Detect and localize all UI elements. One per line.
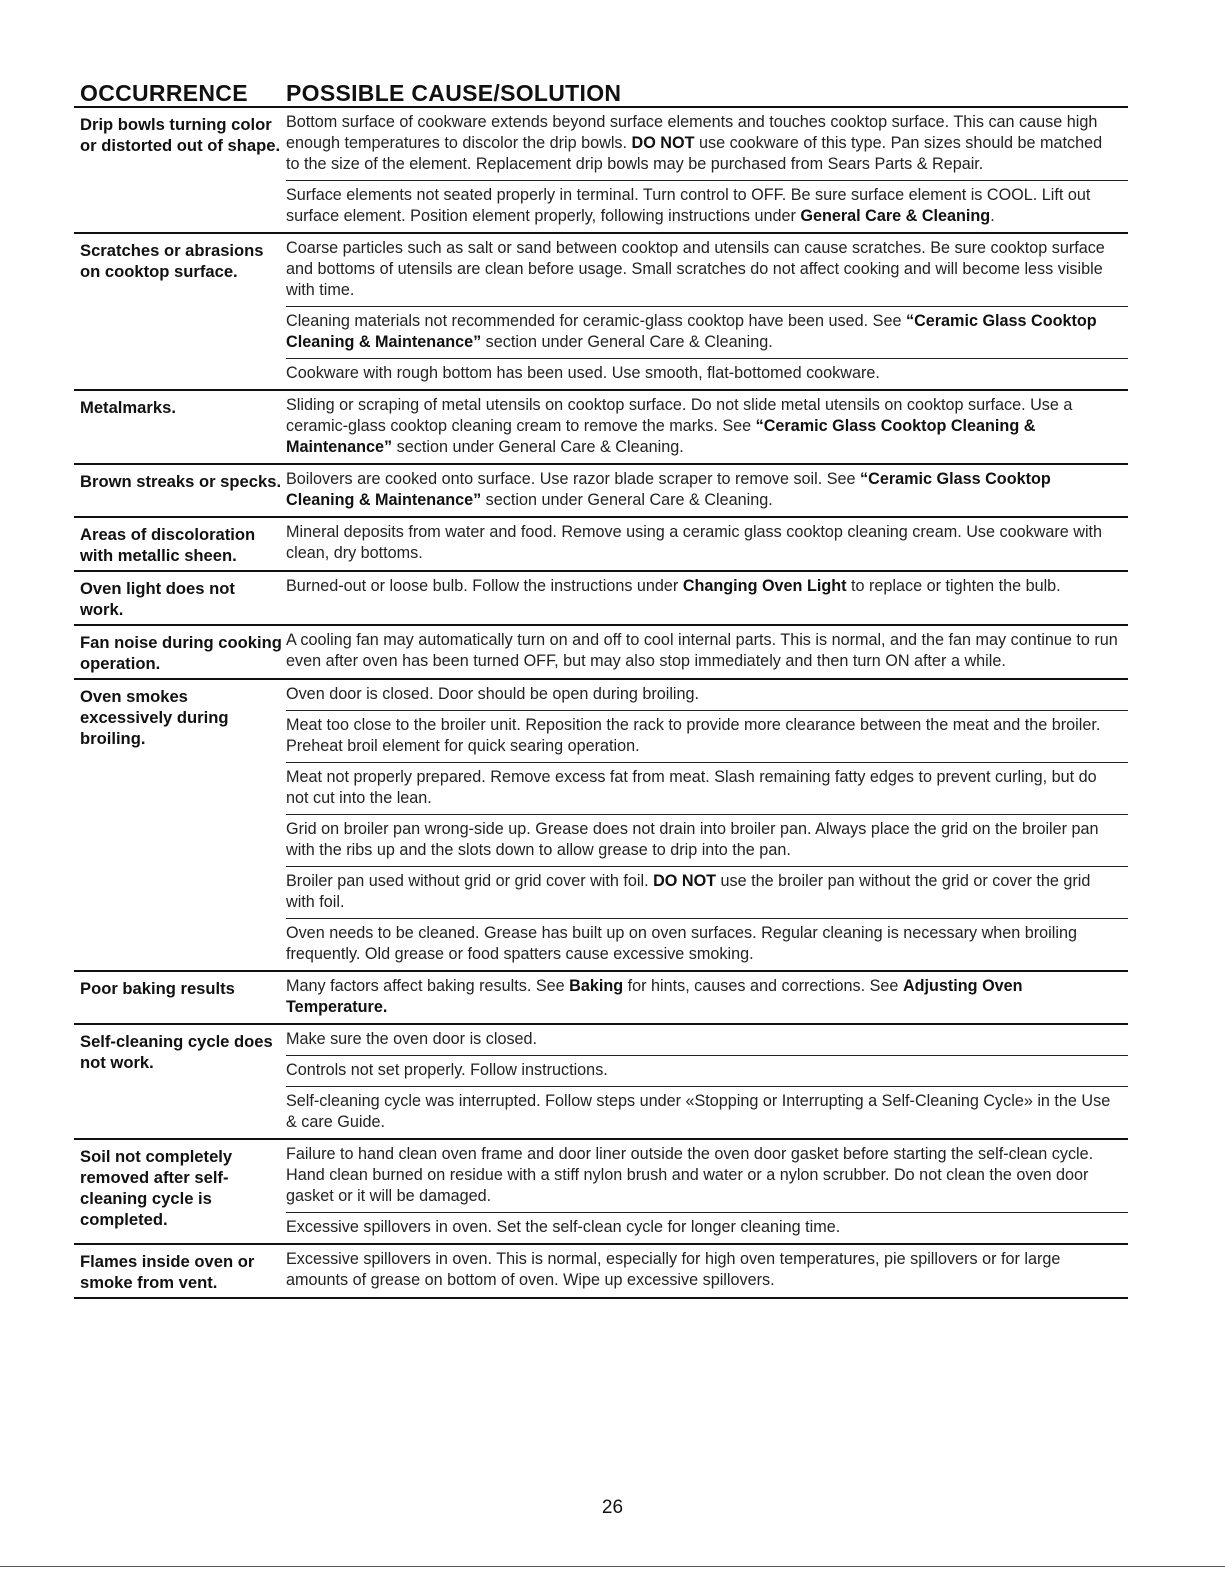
occurrence-cell: Fan noise during cooking operation. <box>80 633 282 673</box>
solution-paragraph <box>286 1212 1128 1243</box>
solutions-cell <box>286 626 1128 678</box>
solution-text: Coarse particles such as salt or sand between cooktop and utensils can cause scratches. Be sure cooktop surface and bottoms of utensils are clean before usage. Small scratches do not affect cooking and will become less visible with time. <box>286 239 1105 299</box>
solution-paragraph <box>286 972 1128 1023</box>
occurrence-cell: Drip bowls turning color or distorted out of shape. <box>80 115 281 155</box>
table-row <box>74 626 1128 680</box>
solution-text: section under General Care & Cleaning. <box>481 333 773 351</box>
solutions-cell <box>286 391 1128 463</box>
solution-paragraph <box>286 180 1128 232</box>
solution-paragraph <box>286 234 1128 306</box>
solutions-cell <box>286 1140 1128 1243</box>
solution-paragraph <box>286 710 1128 762</box>
solution-text: use cookware of this type. Pan sizes should be matched to the size of the element. Replacement drip bowls may be purchased from Sears Parts & Repair. <box>286 134 1103 173</box>
solutions-cell <box>286 1025 1128 1138</box>
solution-text: Meat too close to the broiler unit. Reposition the rack to provide more clearance between the meat and the broiler. Preheat broil element for quick searing operation. <box>286 716 1101 755</box>
page-number: 26 <box>601 1497 624 1518</box>
occurrence-cell: Flames inside oven or smoke from vent. <box>80 1252 255 1292</box>
emphasis-text: Baking <box>569 977 624 995</box>
solution-paragraph <box>286 391 1128 463</box>
table-row <box>74 1245 1128 1299</box>
solution-paragraph <box>286 762 1128 814</box>
solution-paragraph <box>286 866 1128 918</box>
solution-text: Failure to hand clean oven frame and door liner outside the oven door gasket before starting the self-clean cycle. Hand clean burned on residue with a stiff nylon brush and water or a nylon scrubber. Do not clean the oven door gasket or it will be damaged. <box>286 1145 1094 1205</box>
solution-text: Controls not set properly. Follow instructions. <box>286 1061 608 1079</box>
troubleshooting-table <box>74 72 1128 1299</box>
table-header <box>74 72 1128 108</box>
occurrence-cell: Soil not completely removed after self-cleaning cycle is completed. <box>80 1147 233 1229</box>
occurrence-cell: Metalmarks. <box>80 398 176 417</box>
solution-paragraph <box>286 572 1128 602</box>
solution-text: Excessive spillovers in oven. Set the self-clean cycle for longer cleaning time. <box>286 1218 841 1236</box>
page-edge-divider <box>0 1566 1225 1567</box>
emphasis-text: DO NOT <box>631 134 695 152</box>
occurrence-cell: Scratches or abrasions on cooktop surface. <box>80 241 264 281</box>
solution-paragraph <box>286 680 1128 710</box>
solution-text: Oven needs to be cleaned. Grease has built up on oven surfaces. Regular cleaning is necessary when broiling frequently. Old grease or food spatters cause excessive smoking. <box>286 924 1077 963</box>
table-row <box>74 234 1128 391</box>
solution-text: use the broiler pan without the grid or cover the grid with foil. <box>286 872 1091 911</box>
solution-text: A cooling fan may automatically turn on and off to cool internal parts. This is normal, and the fan may continue to run even after oven has been turned OFF, but may also stop immediately and then turn ON after a while. <box>286 631 1118 670</box>
solution-text: Sliding or scraping of metal utensils on cooktop surface. Do not slide metal utensils on cooktop surface. Use a ceramic-glass cooktop cleaning cream to remove the marks. See <box>286 396 1073 435</box>
table-row <box>74 518 1128 572</box>
solution-text: . <box>990 207 995 225</box>
table-row <box>74 1025 1128 1140</box>
solution-paragraph <box>286 358 1128 389</box>
solution-text: section under General Care & Cleaning. <box>481 491 773 509</box>
emphasis-text: Changing Oven Light <box>682 577 847 595</box>
table-row <box>74 108 1128 234</box>
solution-text: for hints, causes and corrections. See <box>623 977 903 995</box>
occurrence-heading: OCCURRENCE <box>80 80 248 106</box>
solution-text: Meat not properly prepared. Remove excess fat from meat. Slash remaining fatty edges to prevent curling, but do not cut into the lean. <box>286 768 1097 807</box>
emphasis-text: “Ceramic Glass Cooktop Cleaning & Maintenance” <box>286 417 1036 456</box>
solution-text: section under General Care & Cleaning. <box>392 438 684 456</box>
solution-paragraph <box>286 1245 1128 1296</box>
solution-paragraph <box>286 518 1128 569</box>
cause-solution-heading: POSSIBLE CAUSE/SOLUTION <box>286 80 622 106</box>
solution-text: Surface elements not seated properly in terminal. Turn control to OFF. Be sure surface element is COOL. Lift out surface element. Position element properly, following instructions under <box>286 186 1091 225</box>
solution-text: Make sure the oven door is closed. <box>286 1030 538 1048</box>
occurrence-cell: Poor baking results <box>80 979 235 998</box>
solution-text: Many factors affect baking results. See <box>286 977 570 995</box>
solution-text: to replace or tighten the bulb. <box>846 577 1061 595</box>
solution-text: Oven door is closed. Door should be open during broiling. <box>286 685 700 703</box>
solutions-cell <box>286 518 1128 570</box>
solutions-cell <box>286 465 1128 516</box>
table-body <box>74 108 1128 1299</box>
solutions-cell <box>286 108 1128 232</box>
table-row <box>74 391 1128 465</box>
emphasis-text: “Ceramic Glass Cooktop Cleaning & Maintenance” <box>286 312 1097 351</box>
solution-paragraph <box>286 465 1128 516</box>
solutions-cell <box>286 1245 1128 1297</box>
solution-paragraph <box>286 1025 1128 1055</box>
solution-text: Bottom surface of cookware extends beyond surface elements and touches cooktop surface. This can cause high enough temperatures to discolor the drip bowls. <box>286 113 1098 152</box>
emphasis-text: General Care & Cleaning <box>800 207 991 225</box>
table-row <box>74 680 1128 972</box>
table-row <box>74 972 1128 1025</box>
table-row <box>74 572 1128 626</box>
solution-paragraph <box>286 1086 1128 1138</box>
solution-text: Grid on broiler pan wrong-side up. Grease does not drain into broiler pan. Always place the grid on the broiler pan with the ribs up and the slots down to allow grease to drip into the pan. <box>286 820 1099 859</box>
emphasis-text: DO NOT <box>653 872 717 890</box>
solutions-cell <box>286 572 1128 624</box>
occurrence-cell: Areas of discoloration with metallic sheen. <box>80 525 256 565</box>
emphasis-text: “Ceramic Glass Cooktop Cleaning & Maintenance” <box>286 470 1051 509</box>
solution-text: Self-cleaning cycle was interrupted. Follow steps under «Stopping or Interrupting a Self-Cleaning Cycle» in the Use & care Guide. <box>286 1092 1111 1131</box>
solution-text: Cookware with rough bottom has been used. Use smooth, flat-bottomed cookware. <box>286 364 880 382</box>
solutions-cell <box>286 234 1128 389</box>
table-row <box>74 1140 1128 1245</box>
solution-text: Mineral deposits from water and food. Remove using a ceramic glass cooktop cleaning cream. Use cookware with clean, dry bottoms. <box>286 523 1103 562</box>
occurrence-cell: Brown streaks or specks. <box>80 472 282 491</box>
occurrence-cell: Self-cleaning cycle does not work. <box>80 1032 273 1072</box>
solution-paragraph <box>286 306 1128 358</box>
solution-text: Excessive spillovers in oven. This is normal, especially for high oven temperatures, pie spillovers or for large amounts of grease on bottom of oven. Wipe up excessive spillovers. <box>286 1250 1061 1289</box>
solution-paragraph <box>286 108 1128 180</box>
solution-paragraph <box>286 626 1128 677</box>
solution-paragraph <box>286 918 1128 970</box>
occurrence-cell: Oven smokes excessively during broiling. <box>80 687 229 748</box>
solutions-cell <box>286 680 1128 970</box>
solution-text: Broiler pan used without grid or grid cover with foil. <box>286 872 654 890</box>
solution-text: Boilovers are cooked onto surface. Use razor blade scraper to remove soil. See <box>286 470 861 488</box>
solution-text: Cleaning materials not recommended for ceramic-glass cooktop have been used. See <box>286 312 906 330</box>
table-row <box>74 465 1128 518</box>
solutions-cell <box>286 972 1128 1023</box>
emphasis-text: Adjusting Oven Temperature. <box>286 977 1023 1016</box>
solution-text: Burned-out or loose bulb. Follow the instructions under <box>286 577 683 595</box>
occurrence-cell: Oven light does not work. <box>80 579 235 619</box>
solution-paragraph <box>286 1140 1128 1212</box>
solution-paragraph <box>286 814 1128 866</box>
solution-paragraph <box>286 1055 1128 1086</box>
